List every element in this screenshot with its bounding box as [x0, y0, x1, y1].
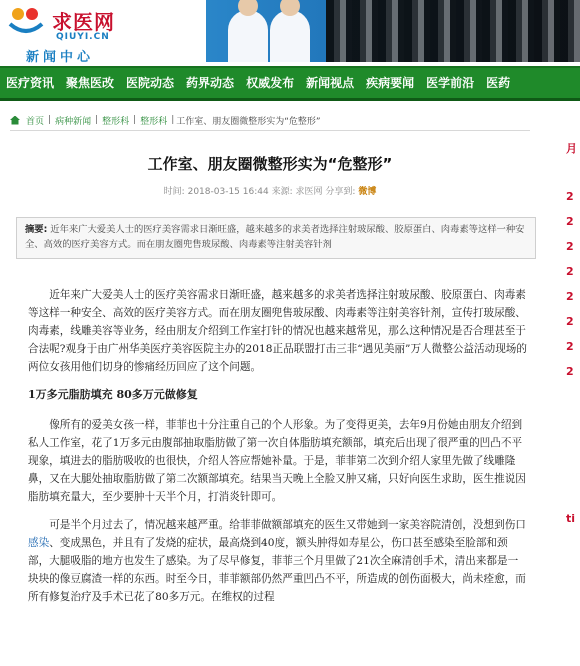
sidebar-fragment: 2	[566, 240, 574, 253]
section-title: 新闻中心	[26, 50, 95, 65]
source-label: 来源:	[271, 187, 293, 197]
paragraph-text: 可是半个月过去了，情况越来越严重。给菲菲做额部填充的医生又带她到一家美容院清创，没想到伤口	[49, 519, 526, 531]
nav-item[interactable]: 权威发布	[246, 76, 295, 90]
logo-icon[interactable]	[6, 4, 46, 36]
breadcrumb-separator: |	[133, 115, 137, 125]
nav-item[interactable]: 医院动态	[126, 76, 175, 90]
nav-item[interactable]: 疾病要闻	[366, 76, 415, 90]
nav-item[interactable]: 药界动态	[186, 76, 235, 90]
section-heading: 1万多元脂肪填充 80多万元做修复	[28, 388, 198, 401]
paragraph-text: 、变成黑色，并且有了发烧的症状，最高烧到40度，额头肿得如寿星公，伤口甚至感染至脸部和颈部，大腿吸脂的地方也发生了感染。为了尽早修复，菲菲三个月里做了21次全麻清创手术，清出来都是一块块的像豆腐渣一样的东西。时至今日，菲菲额部仍然严重凹凸不平，所造成的创伤面极大，尚未痊愈，而所有修复治疗及手术已花了80多万元。在维权的过程	[28, 537, 526, 603]
sidebar-fragment: 2	[566, 190, 574, 203]
site-name[interactable]: 求医网	[52, 10, 115, 34]
sidebar-fragment: 2	[566, 365, 574, 378]
sidebar-fragment: 2	[566, 290, 574, 303]
breadcrumb	[10, 110, 530, 131]
abstract-text: 近年来广大爱美人士的医疗美容需求日渐旺盛，越来越多的求美者选择注射玻尿酸、胶原蛋白、肉毒素等这样一种安全、高效的医疗美容方式。而在朋友圈兜售玻尿酸、肉毒素等注射美容针剂	[25, 224, 525, 250]
sidebar-fragment: 2	[566, 215, 574, 228]
breadcrumb-link[interactable]: 整形科	[102, 116, 130, 127]
breadcrumb-link[interactable]: 整形科	[140, 116, 168, 127]
nav-item[interactable]: 聚焦医改	[66, 76, 115, 90]
sidebar-fragment: 2	[566, 340, 574, 353]
banner-figure	[270, 10, 310, 62]
home-icon	[10, 116, 20, 125]
breadcrumb-link[interactable]: 病种新闻	[55, 116, 92, 127]
breadcrumb-separator: |	[48, 115, 52, 125]
banner-figure	[228, 10, 268, 62]
article-title: 工作室、朋友圈微整形实为“危整形”	[147, 155, 393, 173]
sidebar-fragment: 2	[566, 315, 574, 328]
source-name: 求医网	[295, 187, 323, 197]
right-sidebar-cutoff	[560, 140, 580, 666]
sidebar-fragment: ti	[566, 512, 576, 525]
paragraph: 近年来广大爱美人士的医疗美容需求日渐旺盛，越来越多的求美者选择注射玻尿酸、胶原蛋白、肉毒素等这样一种安全、高效的医疗美容方式。而在朋友圈兜售玻尿酸、肉毒素等注射美容针剂，宣传打玻尿酸、肉毒素，线雕美容等业务，经由朋友介绍到工作室打针的情况也越来越常见，那么这种情况是否合理甚至于合法呢?观身于由广州华美医疗美容医院主办的2018正品联盟打击三非“遇见美丽”万人微整公益活动现场的两位女孩用他们切身的惨痛经历回应了这个问题。	[28, 289, 527, 373]
sidebar-fragment: 2	[566, 265, 574, 278]
paragraph: 像所有的爱美女孩一样，菲菲也十分注重自己的个人形象。为了变得更美，去年9月份她由朋友介绍到私人工作室，花了1万多元由腹部抽取脂肪做了第一次自体脂肪填充额部，填充后出现了很严重的凹凸不平现象，填进去的脂肪吸收的也很快，介绍人答应帮她补量。于是，菲菲第二次到介绍人家里先做了线雕隆鼻，又在大腿处抽取脂肪做了第二次额部填充。结果当天晚上全脸又肿又痛，只好向医生求助，医生推说因脂肪填充量大，至少要肿十天半个月，打消炎针即可。	[28, 419, 526, 503]
article-meta	[0, 184, 540, 197]
breadcrumb-separator: |	[171, 115, 175, 125]
article-abstract	[16, 217, 536, 259]
sidebar-fragment: 月	[566, 142, 577, 155]
time-label: 时间:	[163, 187, 185, 197]
nav-item[interactable]: 医疗资讯	[6, 76, 55, 90]
paragraph	[28, 516, 528, 606]
main-nav	[0, 66, 580, 101]
site-header	[0, 0, 580, 66]
nav-item[interactable]: 医药	[486, 76, 511, 90]
nav-item[interactable]: 医学前沿	[426, 76, 475, 90]
abstract-label: 摘要:	[25, 224, 48, 235]
share-label: 分享到:	[325, 187, 356, 197]
site-domain: QIUYI.CN	[56, 32, 110, 42]
keyword-link[interactable]: 感染	[28, 537, 50, 549]
pixelated-area	[326, 0, 580, 62]
nav-item[interactable]: 新闻视点	[306, 76, 355, 90]
article-body	[28, 286, 528, 616]
publish-time: 2018-03-15 16:44	[187, 187, 269, 197]
ad-banner[interactable]	[206, 0, 580, 62]
weibo-share-icon[interactable]: 微博	[358, 187, 377, 197]
breadcrumb-link[interactable]: 首页	[26, 116, 45, 127]
breadcrumb-current: 工作室、朋友圈微整形实为“危整形”	[176, 116, 321, 127]
breadcrumb-separator: |	[95, 115, 99, 125]
